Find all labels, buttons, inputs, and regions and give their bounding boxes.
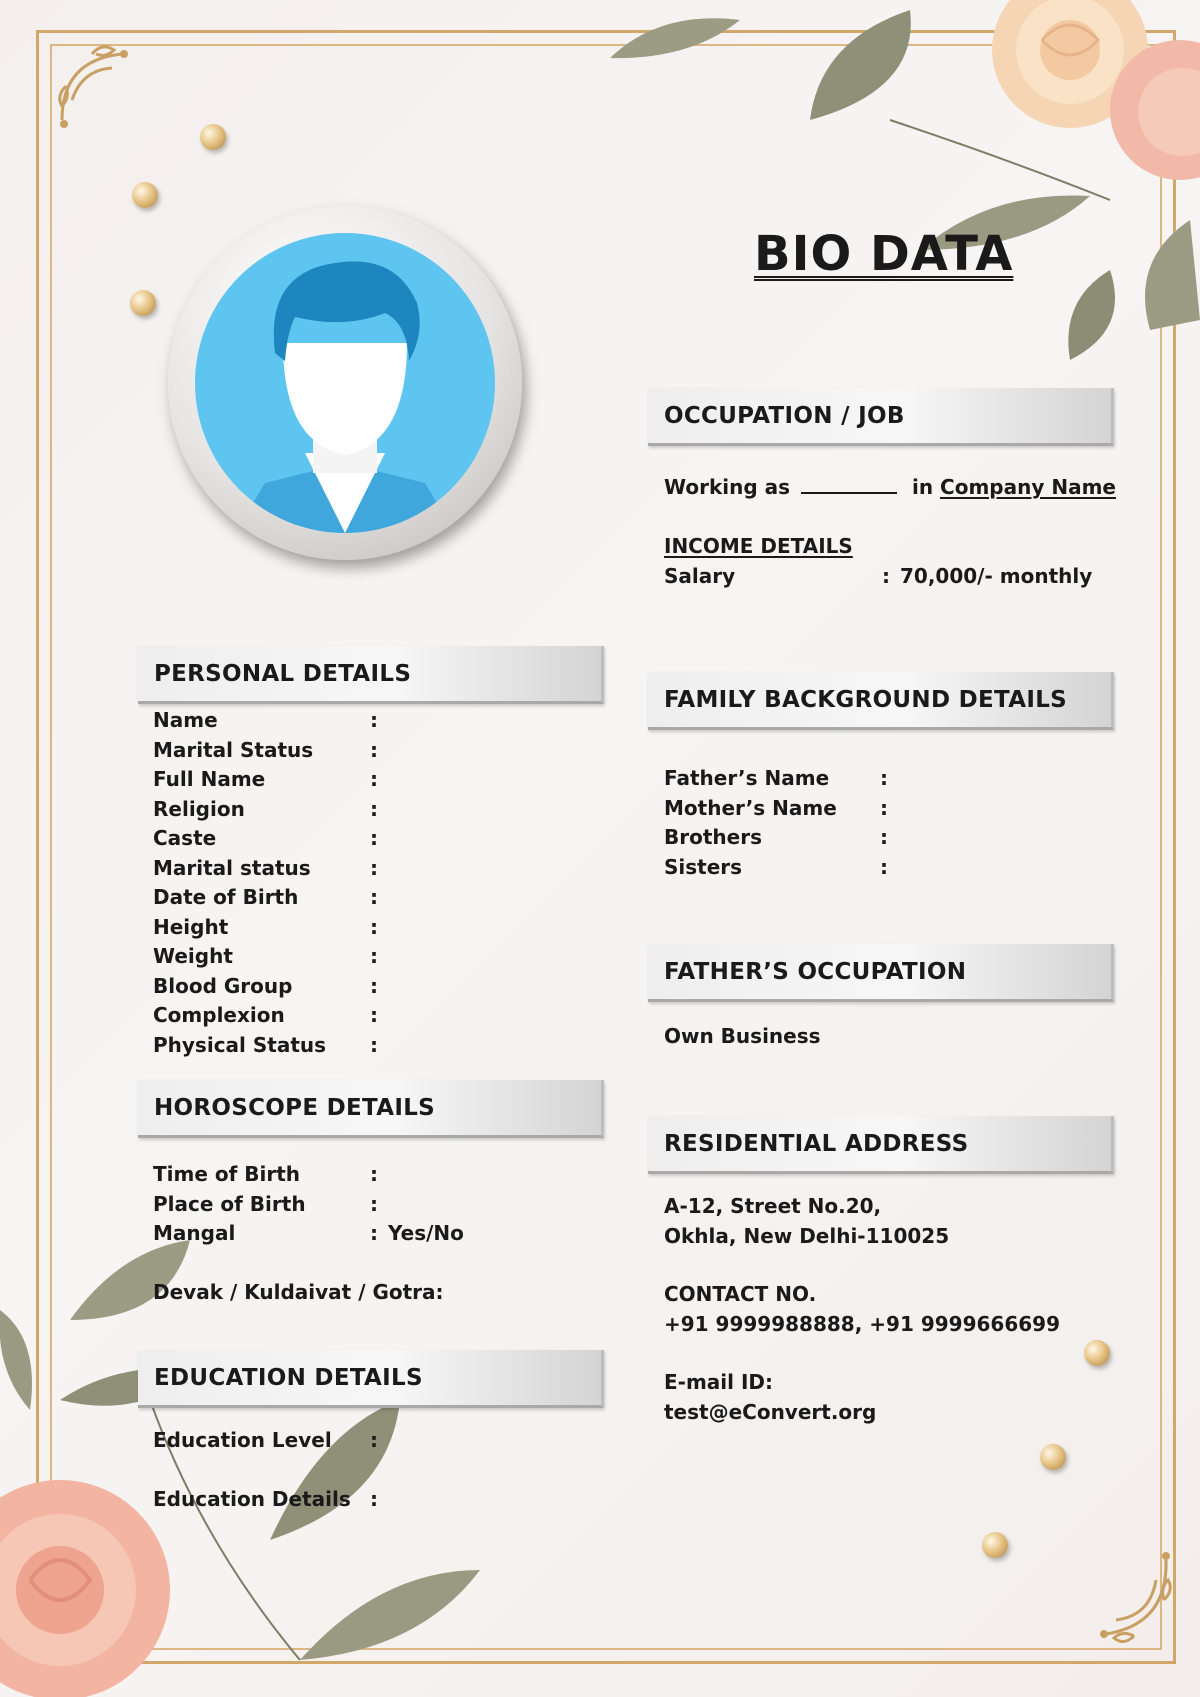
personal-row-label: Physical Status xyxy=(153,1032,327,1057)
working-as-line xyxy=(664,475,1116,499)
father-occupation-header-label: FATHER’S OCCUPATION xyxy=(664,958,967,985)
salary-value: 70,000/- monthly xyxy=(900,564,1093,588)
address-line-2: Okhla, New Delhi-110025 xyxy=(664,1224,950,1248)
family-row-label: Mother’s Name xyxy=(664,795,837,820)
pearl-decoration xyxy=(130,290,156,316)
father-occupation-value: Own Business xyxy=(664,1024,821,1048)
personal-row-label: Full Name xyxy=(153,767,266,791)
pearl-decoration xyxy=(200,124,226,150)
section-header-family xyxy=(648,672,1114,730)
horoscope-row-value[interactable]: Yes/No xyxy=(388,1221,464,1245)
horoscope-header-label: HOROSCOPE DETAILS xyxy=(154,1094,436,1121)
family-row-label: Brothers xyxy=(664,825,762,849)
profile-placeholder-icon xyxy=(195,233,495,533)
family-row-colon: : xyxy=(880,825,888,849)
top-right-roses-decoration xyxy=(590,0,1200,400)
section-header-address xyxy=(648,1116,1114,1174)
family-row-colon: : xyxy=(880,766,888,790)
section-header-education xyxy=(138,1350,604,1408)
family-row-colon: : xyxy=(880,795,888,820)
education-row-colon: : xyxy=(370,1428,378,1452)
pearl-decoration xyxy=(1084,1340,1110,1366)
horoscope-row-label: Place of Birth xyxy=(153,1191,306,1216)
profile-photo-frame[interactable] xyxy=(168,206,522,560)
working-as-blank[interactable] xyxy=(801,492,897,494)
personal-row-colon: : xyxy=(370,944,378,968)
personal-row-colon: : xyxy=(370,1003,378,1027)
personal-row-label: Marital Status xyxy=(153,737,314,762)
salary-colon: : xyxy=(882,564,890,588)
occupation-header-label: OCCUPATION / JOB xyxy=(664,402,905,429)
family-row-label: Sisters xyxy=(664,854,743,879)
personal-row-label: Caste xyxy=(153,826,217,850)
personal-row-label: Height xyxy=(153,914,229,939)
pearl-decoration xyxy=(1040,1444,1066,1470)
corner-filigree-top-left xyxy=(52,40,162,150)
address-line-1: A-12, Street No.20, xyxy=(664,1194,882,1218)
personal-row-colon: : xyxy=(370,973,378,998)
contact-label: CONTACT NO. xyxy=(664,1282,817,1306)
personal-row-colon: : xyxy=(370,914,378,939)
address-header-label: RESIDENTIAL ADDRESS xyxy=(664,1130,969,1157)
email-label: E-mail ID: xyxy=(664,1370,774,1394)
pearl-decoration xyxy=(132,182,158,208)
personal-row-label: Name xyxy=(153,708,218,732)
contact-value: +91 9999988888, +91 9999666699 xyxy=(664,1312,1060,1336)
personal-row-colon: : xyxy=(370,1032,378,1057)
personal-row-label: Marital status xyxy=(153,855,311,880)
horoscope-row-label: Time of Birth xyxy=(153,1162,301,1186)
personal-row-label: Blood Group xyxy=(153,973,293,998)
personal-row-colon: : xyxy=(370,708,378,732)
personal-row-colon: : xyxy=(370,826,378,850)
personal-row-label: Religion xyxy=(153,796,245,821)
personal-row-colon: : xyxy=(370,796,378,821)
horoscope-row-colon: : xyxy=(370,1162,378,1186)
family-row-label: Father’s Name xyxy=(664,766,830,790)
income-details-heading: INCOME DETAILS xyxy=(664,534,853,558)
personal-row-colon: : xyxy=(370,855,378,880)
page-title: BIO DATA xyxy=(754,226,1014,282)
corner-filigree-bottom-right xyxy=(1070,1540,1180,1650)
education-row-colon: : xyxy=(370,1487,378,1511)
company-name: Company Name xyxy=(940,475,1116,499)
section-header-personal xyxy=(138,646,604,704)
in-label: in xyxy=(911,475,934,499)
personal-row-label: Complexion xyxy=(153,1003,285,1027)
personal-row-colon: : xyxy=(370,767,378,791)
family-row-colon: : xyxy=(880,854,888,879)
personal-row-colon: : xyxy=(370,885,378,909)
section-header-occupation xyxy=(648,388,1114,446)
education-header-label: EDUCATION DETAILS xyxy=(154,1364,423,1391)
salary-label: Salary xyxy=(664,564,736,588)
working-as-label: Working as xyxy=(664,475,791,499)
section-header-father-occupation xyxy=(648,944,1114,1002)
family-header-label: FAMILY BACKGROUND DETAILS xyxy=(664,686,1068,713)
education-row-label: Education Details xyxy=(153,1487,351,1511)
horoscope-row-colon: : xyxy=(370,1221,378,1245)
education-row-label: Education Level xyxy=(153,1428,332,1452)
email-value: test@eConvert.org xyxy=(664,1400,877,1424)
gotra-label: Devak / Kuldaivat / Gotra: xyxy=(153,1280,444,1304)
horoscope-row-colon: : xyxy=(370,1191,378,1216)
horoscope-row-label: Mangal xyxy=(153,1221,236,1245)
section-header-horoscope xyxy=(138,1080,604,1138)
personal-row-label: Weight xyxy=(153,944,233,968)
pearl-decoration xyxy=(982,1532,1008,1558)
personal-row-colon: : xyxy=(370,737,378,762)
personal-row-label: Date of Birth xyxy=(153,885,299,909)
bottom-left-roses-decoration xyxy=(0,1240,600,1697)
personal-header-label: PERSONAL DETAILS xyxy=(154,660,412,687)
